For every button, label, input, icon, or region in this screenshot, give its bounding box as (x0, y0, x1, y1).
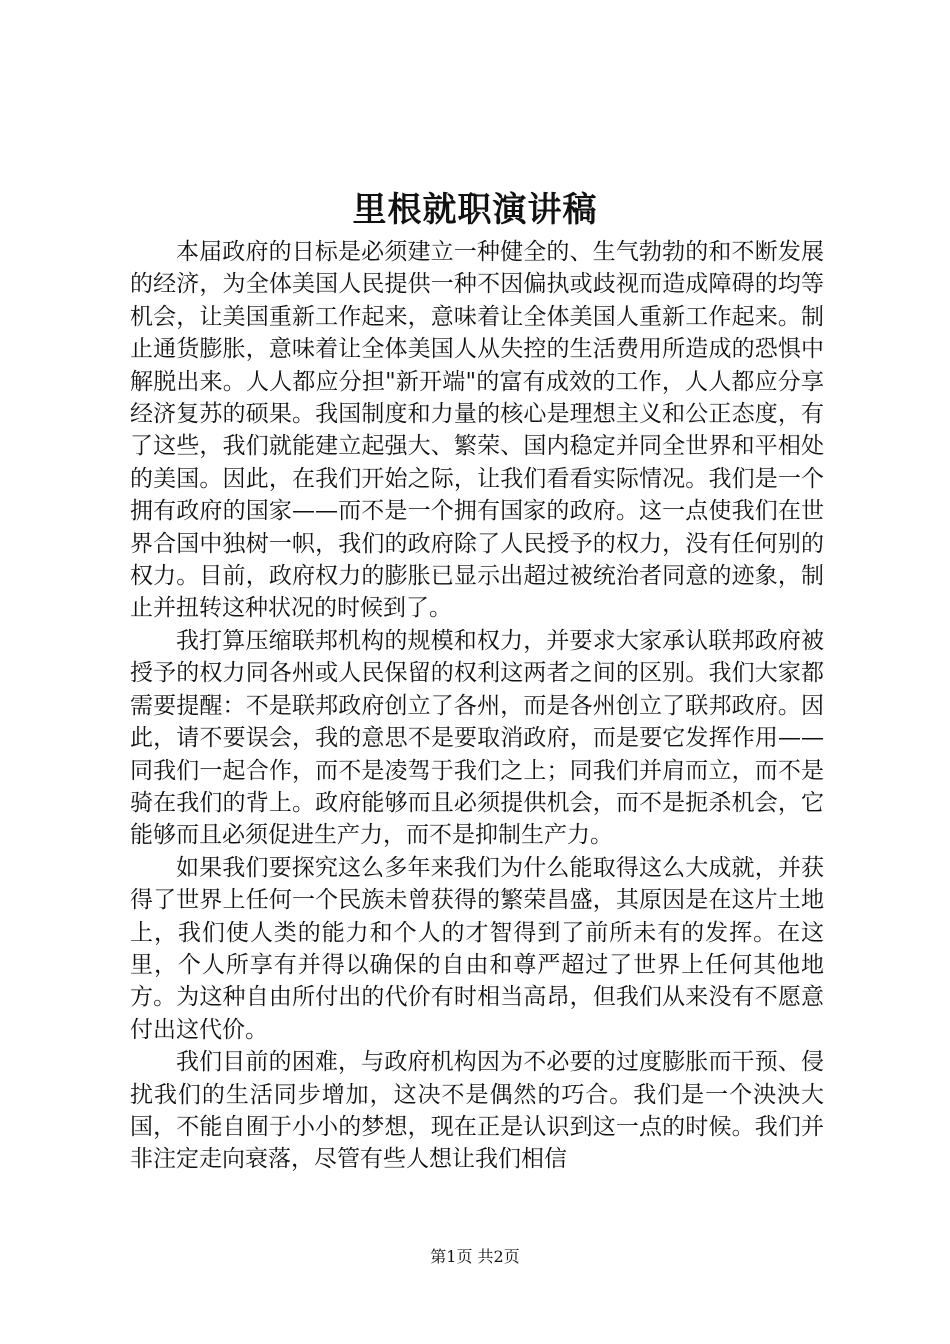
paragraph-4: 我们目前的困难，与政府机构因为不必要的过度膨胀而干预、侵扰我们的生活同步增加，这决不是偶然的巧合。我们是一个泱泱大国，不能自囿于小小的梦想，现在正是认识到这一点的时候。我们并非注定走向衰落，尽管有些人想让我们相信 (130, 1049, 824, 1173)
paragraph-3: 如果我们要探究这么多年来我们为什么能取得这么大成就，并获得了世界上任何一个民族未曾获得的繁荣昌盛，其原因是在这片土地上，我们使人类的能力和个人的才智得到了前所未有的发挥。在这里，个人所享有并得以确保的自由和尊严超过了世界上任何其他地方。为这种自由所付出的代价有时相当高昂，但我们从来没有不愿意付出这代价。 (130, 854, 824, 1043)
document-title: 里根就职演讲稿 (352, 190, 598, 230)
document-body (130, 236, 824, 1176)
paragraph-2: 我打算压缩联邦机构的规模和权力，并要求大家承认联邦政府被授予的权力同各州或人民保留的权利这两者之间的区别。我们大家都需要提醒：不是联邦政府创立了各州，而是各州创立了联邦政府。因此，请不要误会，我的意思不是要取消政府，而是要它发挥作用——同我们一起合作，而不是凌驾于我们之上；同我们并肩而立，而不是骑在我们的背上。政府能够而且必须提供机会，而不是扼杀机会，它能够而且必须促进生产力，而不是抑制生产力。 (130, 627, 824, 849)
paragraph-1: 本届政府的日标是必须建立一种健全的、生气勃勃的和不断发展的经济，为全体美国人民提供一种不因偏执或歧视而造成障碍的均等机会，让美国重新工作起来，意味着让全体美国人重新工作起来。制止通货膨胀，意味着让全体美国人从失控的生活费用所造成的恐惧中解脱出来。人人都应分担"新开端"的富有成效的工作，人人都应分享经济复苏的硕果。我国制度和力量的核心是理想主义和公正态度，有了这些，我们就能建立起强大、繁荣、国内稳定并同全世界和平相处的美国。因此，在我们开始之际，让我们看看实际情况。我们是一个拥有政府的国家——而不是一个拥有国家的政府。这一点使我们在世界合国中独树一帜，我们的政府除了人民授予的权力，没有任何别的权力。目前，政府权力的膨胀已显示出超过被统治者同意的迹象，制止并扭转这种状况的时候到了。 (130, 239, 824, 622)
page-number-footer: 第1页 共2页 (430, 1247, 520, 1266)
